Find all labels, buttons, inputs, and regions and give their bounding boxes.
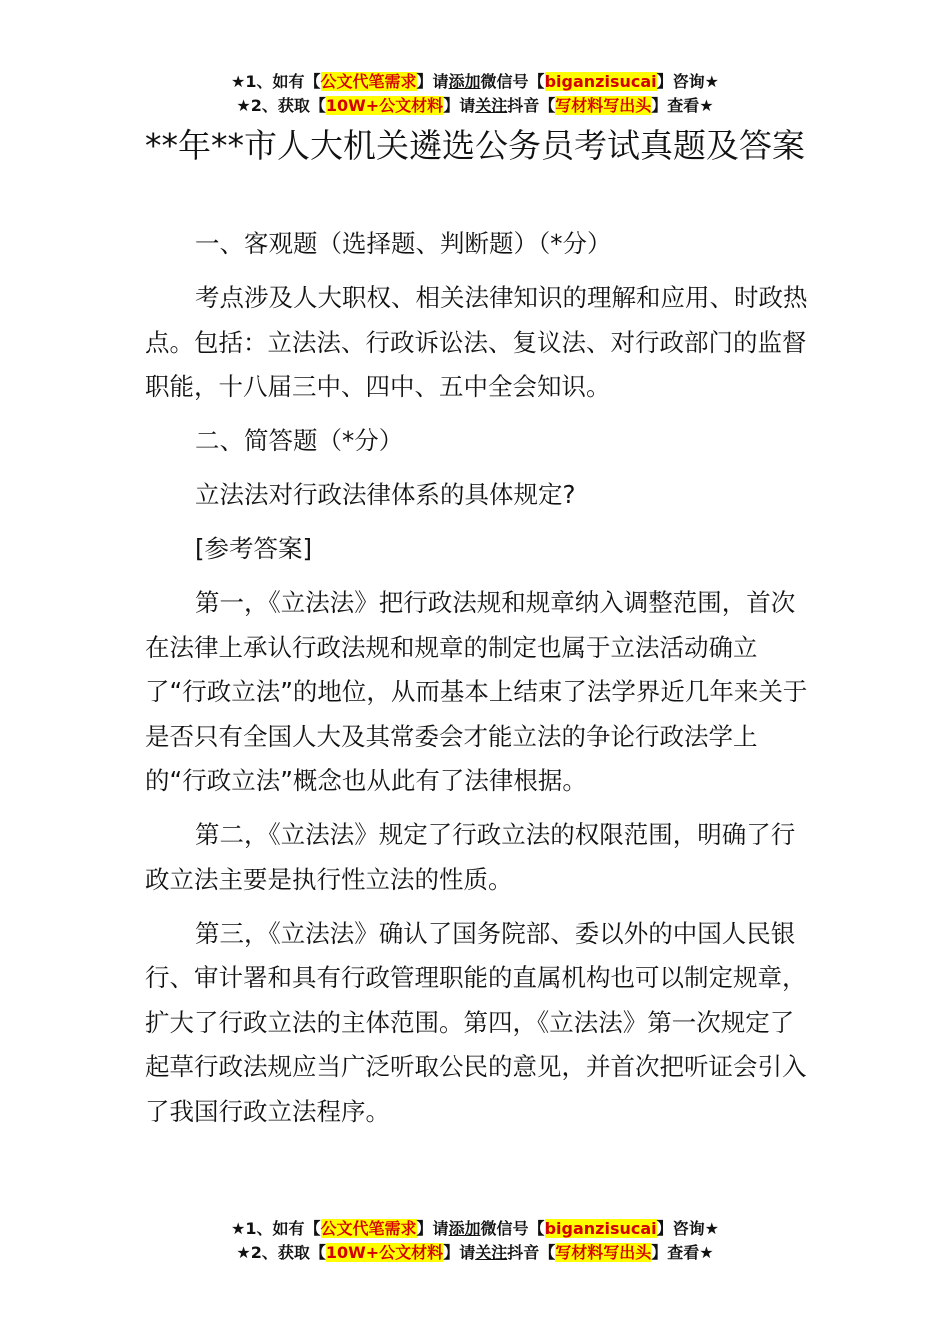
banner-text: 微信号【 [480, 72, 545, 91]
wechat-id-tag: biganzisucai [544, 72, 657, 91]
banner-line-2 [0, 94, 950, 118]
follow-link[interactable]: 关注 [475, 1243, 508, 1262]
douyin-id-tag: 写材料写出头 [555, 1243, 652, 1262]
add-link[interactable]: 添加 [448, 1219, 481, 1238]
banner-text: 微信号【 [480, 1219, 545, 1238]
section-heading-objective: 一、客观题（选择题、判断题）（*分） [195, 229, 612, 258]
banner-text: 】查看★ [651, 1243, 714, 1262]
banner-text: 】查看★ [651, 96, 714, 115]
banner-text: 】咨询★ [656, 1219, 719, 1238]
banner-text: 】请 [443, 96, 476, 115]
banner-text: 】请 [416, 1219, 449, 1238]
banner-text: ★2、获取【 [236, 1243, 326, 1262]
paragraph: 第一，《立法法》把行政法规和规章纳入调整范围，首次在法律上承认行政法规和规章的制定也属于立法活动确立了“行政立法”的地位，从而基本上结束了法学界近几年来关于是否只有全国人大及其常委会才能立法的争论行政法学上的“行政立法”概念也从此有了法律根据。 [145, 588, 808, 795]
banner-text: ★2、获取【 [236, 96, 326, 115]
banner-text: 】请 [416, 72, 449, 91]
highlight-tag: 10W+公文材料 [325, 1243, 444, 1262]
banner-text: 】请 [443, 1243, 476, 1262]
paragraph: 第三，《立法法》确认了国务院部、委以外的中国人民银行、审计署和具有行政管理职能的直属机构也可以制定规章，扩大了行政立法的主体范围。第四，《立法法》第一次规定了起草行政法规应当广泛听取公民的意见，并首次把听证会引入了我国行政立法程序。 [145, 918, 807, 1126]
paragraph: 考点涉及人大职权、相关法律知识的理解和应用、时政热点。包括：立法法、行政诉讼法、复议法、对行政部门的监督职能，十八届三中、四中、五中全会知识。 [145, 283, 808, 401]
highlight-tag: 公文代笔需求 [320, 72, 417, 91]
highlight-tag: 10W+公文材料 [325, 96, 444, 115]
banner-text: 抖音【 [507, 96, 556, 115]
banner-text: 】咨询★ [656, 72, 719, 91]
section-heading-short-answer: 二、简答题（*分） [195, 426, 404, 455]
header-banner [0, 70, 950, 118]
answer-label: [参考答案] [195, 534, 313, 563]
douyin-id-tag: 写材料写出头 [555, 96, 652, 115]
document-body [145, 222, 810, 1134]
footer-banner [0, 1217, 950, 1265]
page-title: **年**市人大机关遴选公务员考试真题及答案 [145, 126, 805, 165]
banner-text: ★1、如有【 [231, 1219, 321, 1238]
highlight-tag: 公文代笔需求 [320, 1219, 417, 1238]
banner-text: 抖音【 [507, 1243, 556, 1262]
paragraph: 第二，《立法法》规定了行政立法的权限范围，明确了行政立法主要是执行性立法的性质。 [145, 820, 796, 894]
question: 立法法对行政法律体系的具体规定? [195, 480, 576, 509]
follow-link[interactable]: 关注 [475, 96, 508, 115]
banner-line-2 [0, 1241, 950, 1265]
wechat-id-tag: biganzisucai [544, 1219, 657, 1238]
banner-line-1 [0, 70, 950, 94]
banner-line-1 [0, 1217, 950, 1241]
banner-text: ★1、如有【 [231, 72, 321, 91]
add-link[interactable]: 添加 [448, 72, 481, 91]
